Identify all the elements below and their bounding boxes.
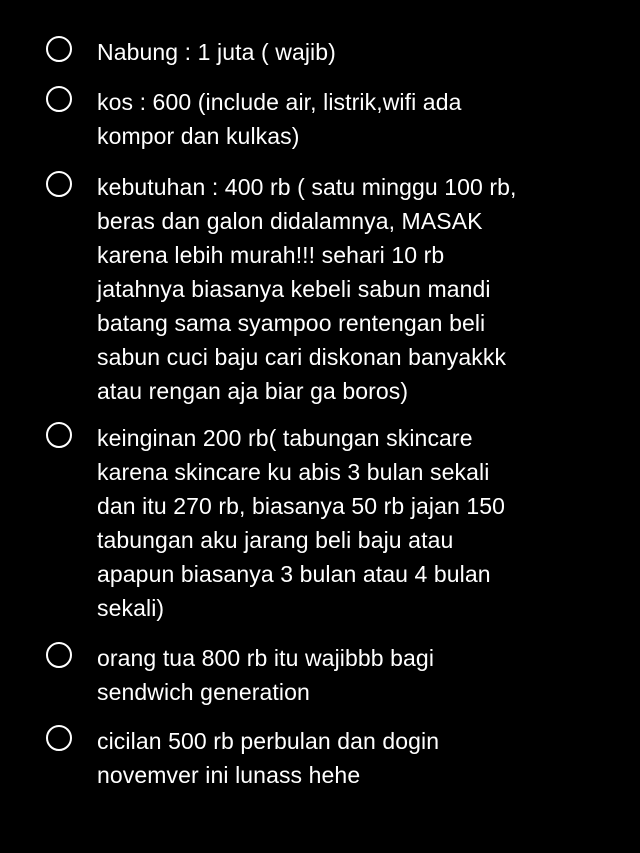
checklist-item-text[interactable]: orang tua 800 rb itu wajibbb bagi sendwich generation: [97, 645, 435, 705]
checkbox-circle-icon[interactable]: [46, 86, 72, 112]
checkbox-circle-icon[interactable]: [46, 171, 72, 197]
checklist-item-text[interactable]: kos : 600 (include air, listrik,wifi ada kompor dan kulkas): [97, 89, 462, 149]
checkbox-circle-icon[interactable]: [46, 642, 72, 668]
checklist-item-text[interactable]: Nabung : 1 juta ( wajib): [97, 39, 336, 65]
checklist-item-text[interactable]: cicilan 500 rb perbulan dan dogin novemver ini lunass hehe: [97, 728, 440, 788]
checklist-item-text[interactable]: keinginan 200 rb( tabungan skincare karena skincare ku abis 3 bulan sekali dan itu 270 rb, biasanya 50 rb jajan 150 tabungan aku jarang beli baju atau apapun biasanya 3 bulan atau 4 bulan sekali): [97, 425, 506, 621]
checkbox-circle-icon[interactable]: [46, 725, 72, 751]
checkbox-circle-icon[interactable]: [46, 422, 72, 448]
checklist-item-text[interactable]: kebutuhan : 400 rb ( satu minggu 100 rb, beras dan galon didalamnya, MASAK karena lebih murah!!! sehari 10 rb jatahnya biasanya kebeli sabun mandi batang sama syampoo rentengan beli sabun cuci baju cari diskonan banyakkk atau rengan aja biar ga boros): [97, 174, 517, 404]
checkbox-circle-icon[interactable]: [46, 36, 72, 62]
